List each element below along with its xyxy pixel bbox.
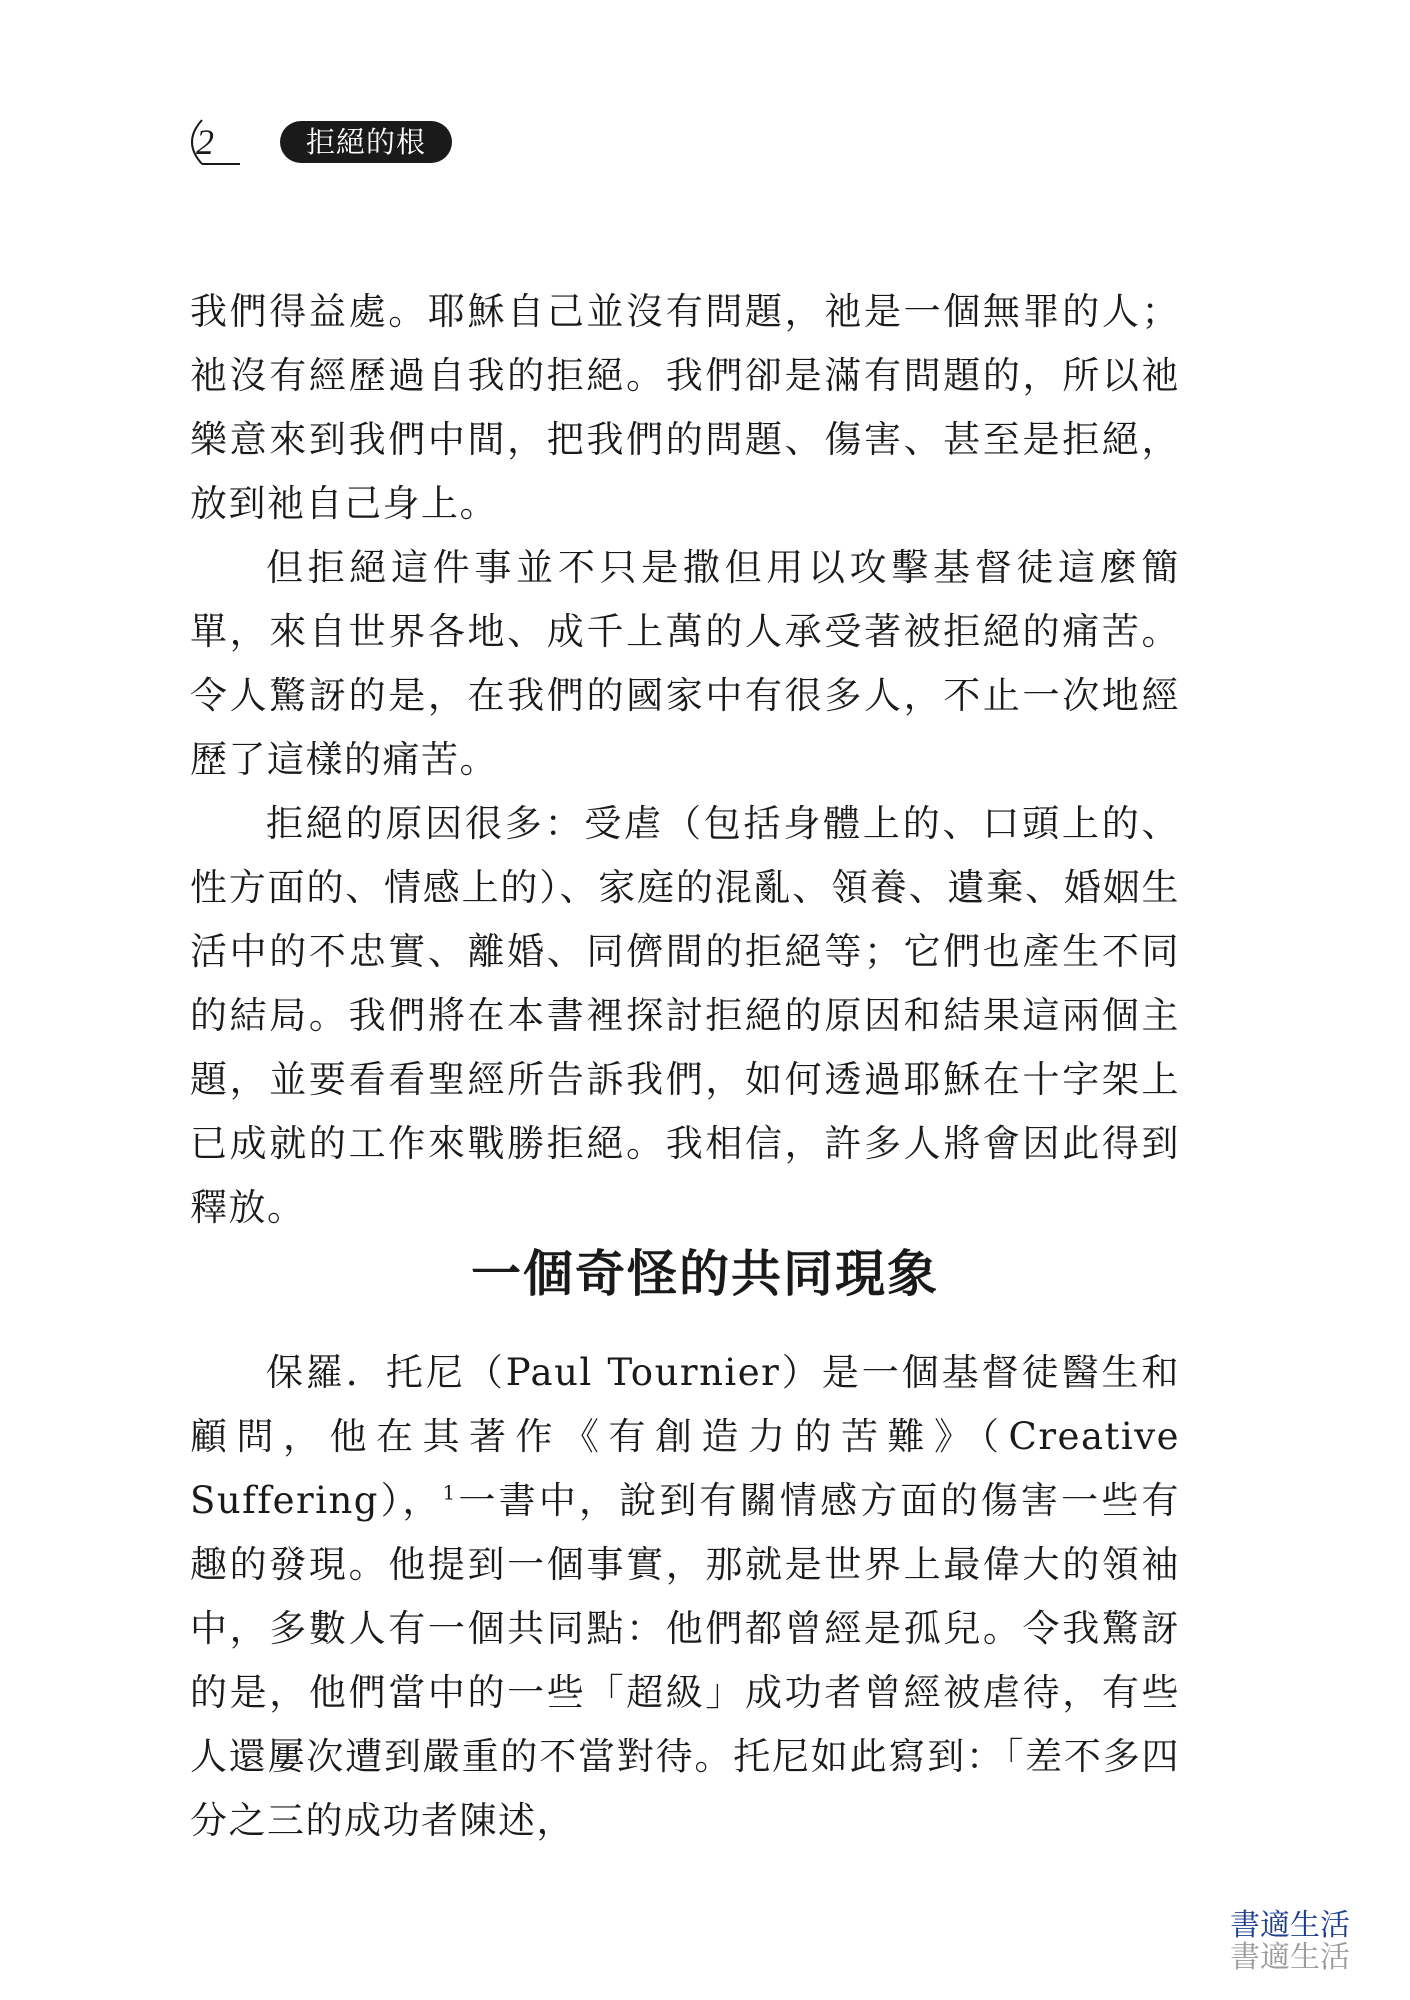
paragraph-3: 拒絕的原因很多：受虐（包括身體上的、口頭上的、性方面的、情感上的）、家庭的混亂、領養、遺棄、婚姻生活中的不忠實、離婚、同儕間的拒絕等；它們也產生不同的結局。我們將在本書裡探討拒絕的原因和結果這兩個主題，並要看看聖經所告訴我們，如何透過耶穌在十字架上已成就的工作來戰勝拒絕。我相信，許多人將會因此得到釋放。 [190,802,1180,1229]
page-number: 2 [196,122,214,162]
body-text-section-2 [190,1341,1180,1853]
watermark-logo [1230,1910,1350,1974]
paragraph-2: 但拒絕這件事並不只是撒但用以攻擊基督徒這麼簡單，來自世界各地、成千上萬的人承受著被拒絕的痛苦。令人驚訝的是，在我們的國家中有很多人，不止一次地經歷了這樣的痛苦。 [190,546,1180,781]
paragraph-1: 我們得益處。耶穌自己並沒有問題，祂是一個無罪的人；祂沒有經歷過自我的拒絕。我們卻是滿有問題的，所以祂樂意來到我們中間，把我們的問題、傷害、甚至是拒絕，放到祂自己身上。 [190,290,1180,525]
section-heading: 一個奇怪的共同現象 [471,1244,939,1303]
watermark-line-2: 書適生活 [1230,1940,1350,1975]
running-header [180,118,460,166]
book-title-badge: 拒絕的根 [280,121,452,163]
paragraph-4-part-1: 保羅．托尼（Paul Tournier）是一個基督徒醫生和顧問，他在其著作《有創造力的苦難》（Creative Suffering）， [190,1351,1180,1522]
body-text-section-1 [190,280,1180,1240]
paragraph-4-part-2: 一書中，說到有關情感方面的傷害一些有趣的發現。他提到一個事實，那就是世界上最偉大的領袖中，多數人有一個共同點：他們都曾經是孤兒。令我驚訝的是，他們當中的一些「超級」成功者曾經被虐待，有些人還屢次遭到嚴重的不當對待。托尼如此寫到：「差不多四分之三的成功者陳述， [190,1479,1181,1842]
paragraph-4 [190,1341,1180,1853]
footnote-marker[interactable]: 1 [442,1480,457,1505]
watermark-line-1: 書適生活 [1230,1908,1350,1943]
